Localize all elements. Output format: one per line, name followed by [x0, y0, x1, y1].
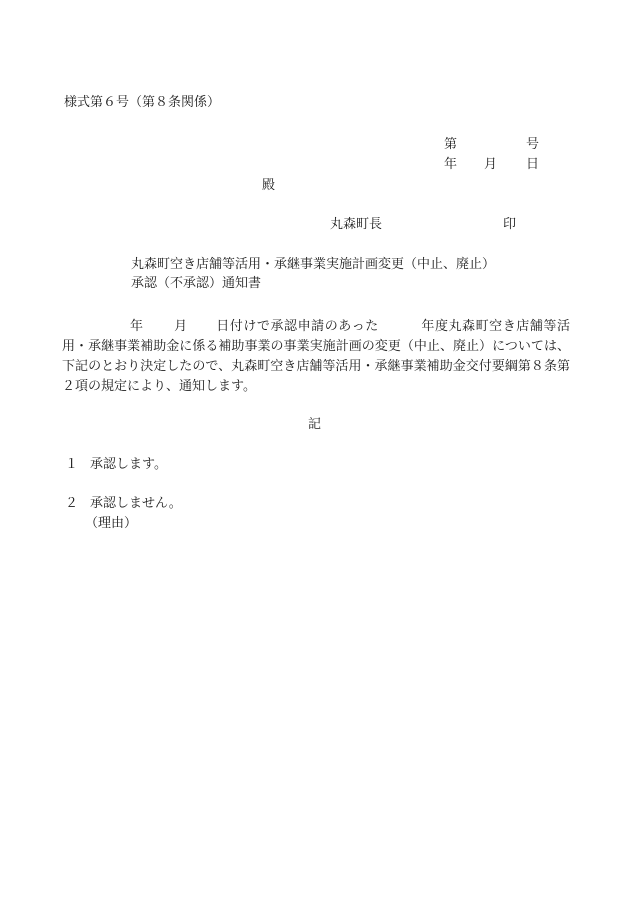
body-month: 月	[173, 319, 188, 334]
date-month: 月	[484, 157, 498, 172]
ki-heading: 記	[308, 417, 322, 432]
seal-mark: 印	[503, 217, 517, 232]
list-item	[65, 458, 167, 471]
document-title-line1: 丸森町空き店舗等活用・承継事業実施計画変更（中止、廃止）	[131, 257, 496, 272]
number-suffix: 号	[526, 137, 540, 152]
document-date	[444, 158, 539, 171]
date-year: 年	[444, 157, 458, 172]
item-text: 承認します。	[90, 457, 167, 472]
body-year: 年	[130, 319, 144, 334]
number-prefix: 第	[444, 137, 458, 152]
form-label: 様式第６号（第８条関係）	[64, 95, 221, 110]
body-text-2: 年度丸森町空き店舗等活用・承継事業補助金に係る補助事業の事業実施計画の変更（中止、廃止）については、下記のとおり決定したので、丸森町空き店舗等活用・承継事業補助金交付要綱第８条第２項の規定により、通知します。	[62, 319, 570, 394]
document-number	[444, 138, 539, 151]
list-item	[65, 497, 182, 510]
body-text-1: 日付けで承認申請のあった	[215, 319, 379, 334]
issuer: 丸森町長	[330, 217, 383, 232]
document-title-line2: 承認（不承認）通知書	[131, 276, 262, 291]
addressee: 殿	[262, 178, 276, 193]
body-paragraph	[62, 317, 570, 397]
item-text: 承認しません。	[90, 496, 182, 511]
reason-label: （理由）	[85, 516, 138, 531]
item-number: ２	[65, 496, 79, 511]
date-day: 日	[526, 157, 540, 172]
item-number: １	[65, 457, 79, 472]
